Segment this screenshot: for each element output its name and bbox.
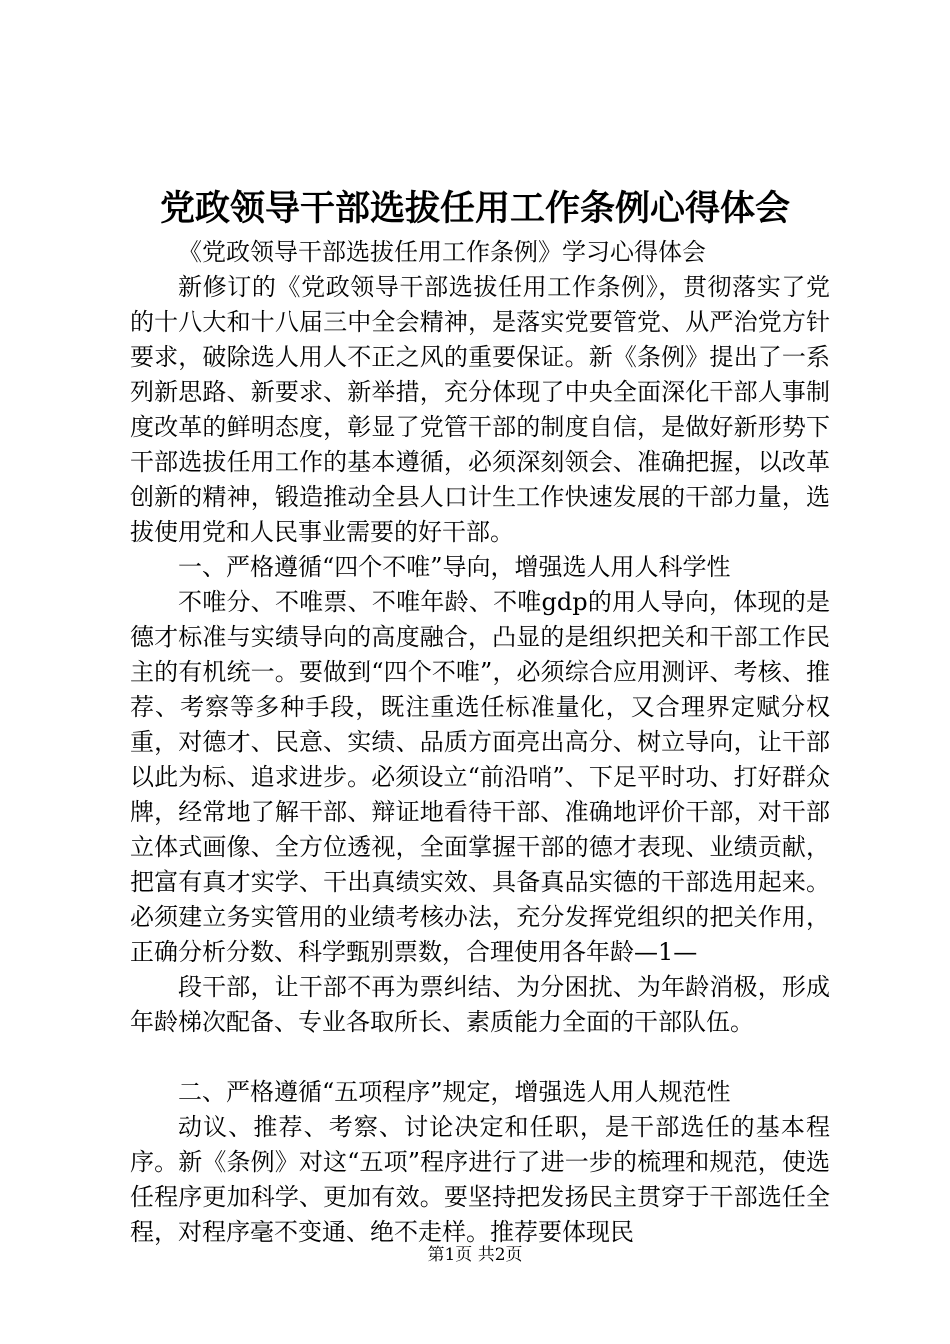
section-2-paragraph: 动议、推荐、考察、讨论决定和任职，是干部选任的基本程序。新《条例》对这“五项”程序进行了进一步的梳理和规范，使选任程序更加科学、更加有效。要坚持把发扬民主贯穿于干部选任全程，对程序毫不变通、绝不走样。推荐要体现民 (130, 1113, 830, 1246)
document-title: 党政领导干部选拔任用工作条例心得体会 (159, 188, 790, 229)
section-1-continuation: 段干部，让干部不再为票纠结、为分困扰、为年龄消极，形成年龄梯次配备、专业各取所长、素质能力全面的干部队伍。 (130, 973, 830, 1036)
intro-paragraph: 新修订的《党政领导干部选拔任用工作条例》，贯彻落实了党的十八大和十八届三中全会精神，是落实党要管党、从严治党方针要求，破除选人用人不正之风的重要保证。新《条例》提出了一系列新思路、新要求、新举措，充分体现了中央全面深化干部人事制度改革的鲜明态度，彰显了党管干部的制度自信，是做好新形势下干部选拔任用工作的基本遵循，必须深刻领会、准确把握，以改革创新的精神，锻造推动全县人口计生工作快速发展的干部力量，选拔使用党和人民事业需要的好干部。 (130, 273, 830, 546)
document-body (130, 235, 830, 1250)
section-heading-1: 一、严格遵循“四个不唯”导向，增强选人用人科学性 (178, 553, 731, 581)
section-heading-2: 二、严格遵循“五项程序”规定，增强选人用人规范性 (178, 1078, 731, 1106)
section-1-paragraph: 不唯分、不唯票、不唯年龄、不唯gdp的用人导向，体现的是德才标准与实绩导向的高度融合，凸显的是组织把关和干部工作民主的有机统一。要做到“四个不唯”，必须综合应用测评、考核、推荐、考察等多种手段，既注重选任标准量化，又合理界定赋分权重，对德才、民意、实绩、品质方面亮出高分、树立导向，让干部以此为标、追求进步。必须设立“前沿哨”、下足平时功、打好群众牌，经常地了解干部、辩证地看待干部、准确地评价干部，对干部立体式画像、全方位透视，全面掌握干部的德才表现、业绩贡献，把富有真才实学、干出真绩实效、具备真品实德的干部选用起来。必须建立务实管用的业绩考核办法，充分发挥党组织的把关作用，正确分析分数、科学甄别票数，合理使用各年龄—1— (130, 588, 830, 966)
page-footer: 第1页 共2页 (427, 1245, 523, 1265)
subtitle-paragraph: 《党政领导干部选拔任用工作条例》学习心得体会 (178, 238, 706, 266)
